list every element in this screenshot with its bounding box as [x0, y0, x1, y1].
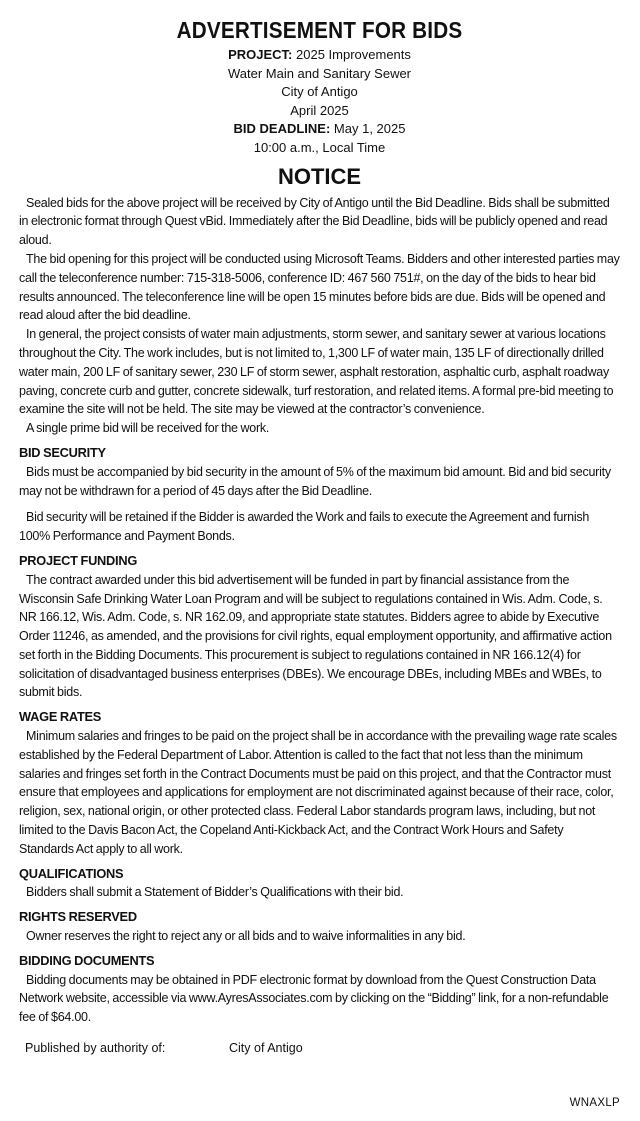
- project-date: April 2025: [290, 102, 349, 118]
- wage-rates-heading: WAGE RATES: [19, 709, 102, 725]
- published-value: City of Antigo: [229, 1041, 303, 1056]
- footer-code: WNAXLP: [569, 1097, 620, 1109]
- wage-rates-paragraph: Minimum salaries and fringes to be paid on the project shall be in accordance with the prevailing wage rate scales established by the Federal Department of Labor. Attention is called to the fact that not less than the minimum salaries and fringes set forth in the Contract Documents must be paid on this project, and that the Contractor must ensure that employees and applications for employment are not discriminated against because of their race, color, religion, sex, national origin, or other protected class. Federal Labor standards program laws, including, but not limited to the Davis Bacon Act, the Copeland Anti-Kickback Act, and the Contract Work Hours and Safety Standards Act apply to all work.: [19, 729, 617, 856]
- rights-reserved-paragraph: Owner reserves the right to reject any or all bids and to waive informalities in any bid.: [26, 929, 466, 944]
- bid-security-paragraph-2: Bid security will be retained if the Bidder is awarded the Work and fails to execute the Agreement and furnish 100% Performance and Payment Bonds.: [19, 510, 590, 544]
- project-line: [19, 46, 620, 65]
- project-funding-paragraph: The contract awarded under this bid advertisement will be funded in part by financial assistance from the Wisconsin Safe Drinking Water Loan Program and will be subject to regulations contained in Wis. Adm. Code, s. NR 166.12, Wis. Adm. Code, s. NR 162.09, and appropriate state statutes. Bidders agree to abide by Executive Order 11246, as amended, and the provisions for civil rights, equal employment opportunity, and affirmative action set forth in the Bidding Documents. This procurement is subject to regulations contained in NR 166.12(4) for solicitation of disadvantaged business enterprises (DBEs). We encourage DBEs, including MBEs and WBEs, to submit bids.: [19, 572, 612, 700]
- page-title: ADVERTISEMENT FOR BIDS: [176, 17, 463, 43]
- project-header: [19, 46, 620, 158]
- notice-heading: NOTICE: [277, 163, 362, 189]
- bidding-documents-paragraph: Bidding documents may be obtained in PDF electronic format by download from the Quest Construction Data Network website, accessible via www.AyresAssociates.com by clicking on the “Bidding” link, for a non-refundable fee of $64.00.: [19, 972, 609, 1025]
- project-label: PROJECT:: [228, 47, 293, 62]
- bid-security-paragraph-1: Bids must be accompanied by bid security in the amount of 5% of the maximum bid amount. Bid and bid security may not be withdrawn for a period of 45 days after the Bid Deadline.: [19, 464, 611, 498]
- qualifications-paragraph: Bidders shall submit a Statement of Bidder’s Qualifications with their bid.: [26, 885, 404, 900]
- project-value: 2025 Improvements: [292, 47, 411, 62]
- body-text: [19, 194, 620, 1027]
- rights-reserved-heading: RIGHTS RESERVED: [19, 909, 137, 925]
- deadline-line: [19, 120, 620, 139]
- notice-paragraph-4: A single prime bid will be received for the work.: [26, 421, 270, 436]
- notice-paragraph-1: Sealed bids for the above project will be received by City of Antigo until the Bid Deadline. Bids shall be submitted in electronic format through Quest vBid. Immediately after the Bid Deadline, bids will be publicly opened and read aloud.: [19, 195, 610, 248]
- qualifications-heading: QUALIFICATIONS: [19, 865, 124, 881]
- deadline-value: May 1, 2025: [330, 121, 406, 137]
- project-funding-heading: PROJECT FUNDING: [19, 552, 138, 568]
- bid-security-heading: BID SECURITY: [19, 444, 106, 460]
- paragraph-gap: [19, 500, 620, 508]
- project-owner: City of Antigo: [281, 84, 358, 100]
- deadline-label: BID DEADLINE:: [233, 121, 331, 137]
- notice-paragraph-3: In general, the project consists of water main adjustments, storm sewer, and sanitary sewer at various locations throughout the City. The work includes, but is not limited to, 1,300 LF of water main, 135 LF of directionally drilled water main, 200 LF of sanitary sewer, 230 LF of storm sewer, asphalt restoration, asphaltic curb, asphalt roadway paving, concrete curb and gutter, concrete sidewalk, turf restoration, and related items. A formal pre-bid meeting to examine the site will not be held. The site may be viewed at the contractor’s convenience.: [19, 327, 614, 417]
- bidding-documents-heading: BIDDING DOCUMENTS: [19, 952, 155, 968]
- deadline-time: 10:00 a.m., Local Time: [253, 139, 386, 155]
- notice-paragraph-2: The bid opening for this project will be conducted using Microsoft Teams. Bidders and other interested parties may call the teleconference number: 715-318-5006, conference ID: 467 560 751#, on the day of the bids to hear bid results announced. The teleconference line will be open 15 minutes before bids are due. Bids will be opened and read aloud after the bid deadline.: [19, 251, 620, 323]
- project-subtitle: Water Main and Sanitary Sewer: [227, 65, 412, 81]
- published-by: [19, 1039, 620, 1057]
- published-label: Published by authority of:: [25, 1041, 166, 1056]
